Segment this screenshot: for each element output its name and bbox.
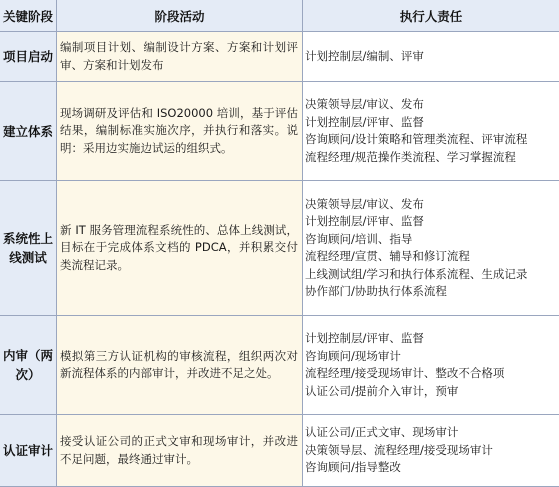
stage-cell: 系统性上线测试 — [0, 181, 57, 316]
responsibility-line: 上线测试组/学习和执行体系流程、生成记录 — [305, 266, 557, 284]
header-row — [0, 0, 559, 32]
responsibility-cell — [303, 415, 559, 487]
activity-cell: 模拟第三方认证机构的审核流程，组织两次对新流程体系的内部审计，并改进不足之处。 — [57, 316, 303, 415]
responsibility-line: 咨询顾问/指导整改 — [305, 459, 557, 477]
responsibility-line: 流程经理/宣贯、辅导和修订流程 — [305, 248, 557, 266]
activity-cell: 编制项目计划、编制设计方案、方案和计划评审、方案和计划发布 — [57, 32, 303, 82]
header-stage: 关键阶段 — [0, 0, 57, 32]
stage-cell: 认证审计 — [0, 415, 57, 487]
table-row — [0, 316, 559, 415]
header-activity: 阶段活动 — [57, 0, 303, 32]
responsibility-line: 决策领导层/审议、发布 — [305, 196, 557, 214]
responsibility-line: 认证公司/提前介入审计，预审 — [305, 383, 557, 401]
responsibility-line: 协作部门/协助执行体系流程 — [305, 283, 557, 301]
responsibility-line: 计划控制层/评审、监督 — [305, 114, 557, 132]
activity-cell: 接受认证公司的正式文审和现场审计，并改进不足问题，最终通过审计。 — [57, 415, 303, 487]
stage-cell: 建立体系 — [0, 82, 57, 181]
responsibility-line: 流程经理/接受现场审计、整改不合格项 — [305, 365, 557, 383]
responsibility-line: 计划控制层/评审、监督 — [305, 213, 557, 231]
responsibility-line: 决策领导层/审议、发布 — [305, 96, 557, 114]
responsibility-cell — [303, 316, 559, 415]
responsibility-line: 咨询顾问/设计策略和管理类流程、评审流程 — [305, 131, 557, 149]
table-row — [0, 32, 559, 82]
stage-cell: 项目启动 — [0, 32, 57, 82]
responsibility-line: 咨询顾问/现场审计 — [305, 348, 557, 366]
responsibility-line: 计划控制层/评审、监督 — [305, 330, 557, 348]
stage-cell: 内审（两次） — [0, 316, 57, 415]
responsibility-line: 流程经理/规范操作类流程、学习掌握流程 — [305, 149, 557, 167]
header-responsibility: 执行人责任 — [303, 0, 559, 32]
responsibility-cell — [303, 181, 559, 316]
responsibility-line: 咨询顾问/培训、指导 — [305, 231, 557, 249]
responsibility-cell — [303, 82, 559, 181]
table-row — [0, 415, 559, 487]
activity-cell: 现场调研及评估和 ISO20000 培训，基于评估结果，编制标准实施次序，并执行和落实。说明：采用边实施边试运的组织式。 — [57, 82, 303, 181]
responsibility-line: 决策领导层、流程经理/接受现场审计 — [305, 442, 557, 460]
responsibility-line: 认证公司/正式文审、现场审计 — [305, 424, 557, 442]
responsibility-cell — [303, 32, 559, 82]
table-row — [0, 82, 559, 181]
activity-cell: 新 IT 服务管理流程系统性的、总体上线测试，目标在于完成体系文档的 PDCA，并积累交付类流程记录。 — [57, 181, 303, 316]
table-row — [0, 181, 559, 316]
responsibility-line: 计划控制层/编制、评审 — [305, 48, 557, 66]
